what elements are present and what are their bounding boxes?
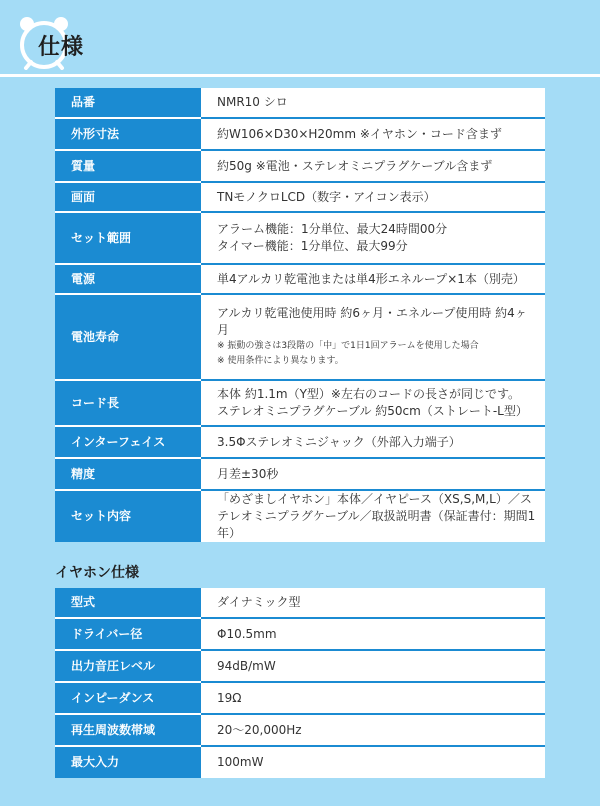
spec-row [55,264,545,294]
spec-row [55,118,545,150]
spec-value [201,88,545,118]
spec-value-line: 約W106×D30×H20mm ※イヤホン・コード含まず [217,126,502,141]
spec-value-line: TNモノクロLCD（数字・アイコン表示） [217,189,436,204]
spec-value-line: ステレオミニプラグケーブル 約50cm（ストレート-L型） [217,404,528,418]
header-divider [0,74,600,77]
spec-row [55,212,545,264]
spec-value [201,212,545,264]
spec-value [201,458,545,490]
spec-label: 質量 [55,150,201,182]
spec-label: 出力音圧レベル [55,650,201,682]
earphone-section-title: イヤホン仕様 [55,565,139,581]
spec-value-line: 約50g ※電池・ステレオミニプラグケーブル含まず [217,158,493,173]
spec-value-line: 月 [217,323,230,337]
spec-value-line: ダイナミック型 [217,595,301,609]
spec-value-line: 3.5Φステレオミニジャック（外部入力端子） [217,434,461,449]
spec-value-line: 単4アルカリ乾電池または単4形エネループ×1本（別売） [217,271,525,286]
spec-value-line: 本体 約1.1m（Y型）※左右のコードの長さが同じです。 [217,387,521,401]
spec-row [55,150,545,182]
spec-label: 外形寸法 [55,118,201,150]
spec-label: インターフェイス [55,426,201,458]
spec-value-line: テレオミニプラグケーブル／取扱説明書（保証書付：期間1年） [217,509,536,540]
page-header [0,0,600,78]
spec-row [55,746,545,778]
spec-value [201,650,545,682]
spec-value-line: 月差±30秒 [217,466,279,481]
spec-value [201,714,545,746]
spec-value [201,490,545,542]
spec-row [55,458,545,490]
spec-row [55,426,545,458]
spec-value-line: Φ10.5mm [217,626,277,641]
spec-row [55,650,545,682]
spec-value [201,118,545,150]
spec-value [201,182,545,212]
spec-row [55,682,545,714]
spec-label: 最大入力 [55,746,201,778]
spec-value-line: アラーム機能：1分単位、最大24時間00分 [217,222,448,236]
spec-value-line: 19Ω [217,690,242,705]
spec-value [201,380,545,426]
spec-label: セット範囲 [55,212,201,264]
spec-row [55,294,545,380]
spec-label: ドライバー径 [55,618,201,650]
spec-value [201,294,545,380]
spec-value [201,264,545,294]
spec-value-line: NMR10 シロ [217,95,288,109]
earphone-spec-table [55,588,545,778]
spec-row [55,714,545,746]
spec-label: 型式 [55,588,201,618]
spec-label: 品番 [55,88,201,118]
spec-label: セット内容 [55,490,201,542]
spec-value [201,618,545,650]
spec-value-line: アルカリ乾電池使用時 約6ヶ月・エネループ使用時 約4ヶ [217,306,527,320]
spec-label: コード長 [55,380,201,426]
page-title: 仕様 [38,35,85,60]
spec-label: 精度 [55,458,201,490]
spec-label: 画面 [55,182,201,212]
spec-value [201,426,545,458]
spec-note: ※ 振動の強さは3段階の「中」で1日1回アラームを使用した場合 [217,341,479,351]
spec-label: 電源 [55,264,201,294]
main-spec-table [55,88,545,542]
spec-value-line: 100mW [217,755,264,769]
spec-value-line: 「めざましイヤホン」本体／イヤピース（XS,S,M,L）／ス [217,492,532,506]
spec-value [201,588,545,618]
spec-row [55,182,545,212]
spec-label: 再生周波数帯域 [55,714,201,746]
spec-value [201,746,545,778]
spec-row [55,88,545,118]
spec-value-line: 20～20,000Hz [217,722,302,737]
spec-row [55,618,545,650]
spec-value-line: 94dB/mW [217,658,276,673]
spec-row [55,490,545,542]
spec-value [201,150,545,182]
spec-label: インピーダンス [55,682,201,714]
spec-row [55,588,545,618]
spec-value [201,682,545,714]
spec-value-line: タイマー機能：1分単位、最大99分 [217,239,408,253]
spec-row [55,380,545,426]
spec-label: 電池寿命 [55,294,201,380]
spec-note: ※ 使用条件により異なります。 [217,356,344,366]
